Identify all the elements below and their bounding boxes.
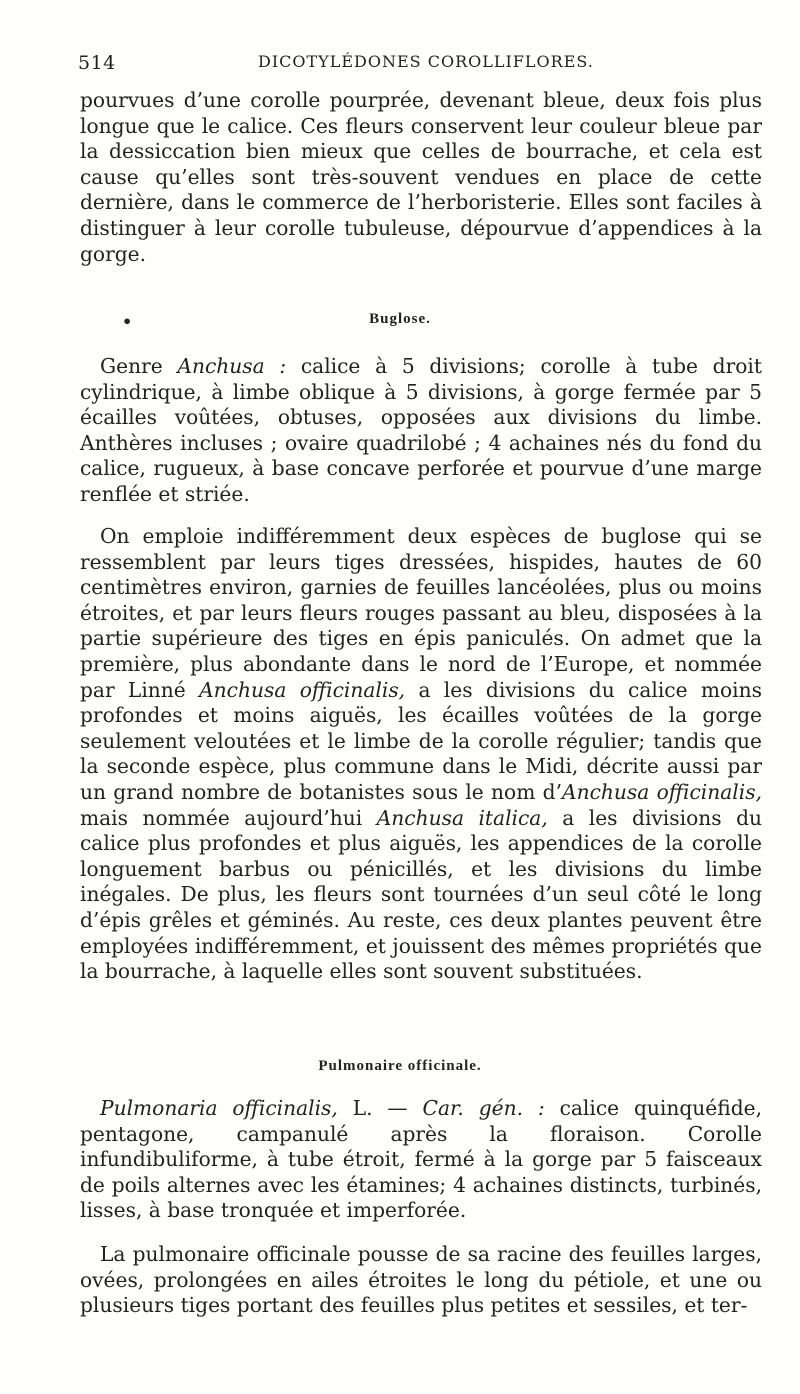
paragraph-pulmonaria-description bbox=[80, 1242, 762, 1319]
running-head: DICOTYLÉDONES COROLLIFLORES. bbox=[258, 52, 594, 71]
text-run: a les divisions du calice plus profondes et plus aiguës, les appendices de la corolle longuement barbus ou pénicillés, et les divisions du limbe inégales. De plus, les fleurs sont tournées d’un seul côté le long d’épis grêles et géminés. Au reste, ces deux plantes peuvent être employées indifféremment, et jouissent des mêmes propriétés que la bourrache, à laquelle elles sont souvent substituées. bbox=[80, 805, 763, 984]
text-run: a les divisions du calice moins profondes et moins aiguës, les écailles voûtées de la gorge seulement veloutées et le limbe de la corolle régulier; tandis que la seconde espèce, plus commune dans le Midi, décrite aussi par un grand nombre de botanistes sous le nom d’ bbox=[80, 677, 762, 804]
paragraph-text: La pulmonaire officinale pousse de sa racine des feuilles larges, ovées, prolongées en ailes étroites le long du pétiole, et une ou plusieurs tiges portant des feuilles plus petites et sessiles, et ter- bbox=[80, 1242, 762, 1318]
paragraph-genre-anchusa bbox=[80, 354, 762, 508]
page-header bbox=[78, 52, 758, 82]
text-run: calice à 5 divisions; corolle à tube droit cylindrique, à limbe oblique à 5 divisions, à gorge fermée par 5 écailles voûtées, obtuses, opposées aux divisions du limbe. Anthères incluses ; ovaire quadrilobé ; 4 achaines nés du fond du calice, rugueux, à base concave perforée et pourvue d’une marge renflée et striée. bbox=[80, 354, 762, 506]
bullet-mark: • bbox=[122, 312, 133, 331]
genus-name: Anchusa : bbox=[177, 354, 287, 378]
paragraph-pulmonaria-characters bbox=[80, 1096, 762, 1224]
text-run: L. — bbox=[337, 1096, 423, 1120]
paragraph-intro bbox=[80, 88, 762, 267]
text-run: On emploie indifféremment deux espèces de buglose qui se ressemblent par leurs tiges dressées, hispides, hautes de 60 centimètres environ, garnies de feuilles lancéolées, plus ou moins étroites, et par leurs fleurs rouges passant au bleu, disposées à la partie supérieure des tiges en épis paniculés. On admet que la première, plus abondante dans le nord de l’Europe, et nommée par Linné bbox=[80, 524, 762, 702]
abbreviation: Car. gén. : bbox=[422, 1096, 545, 1120]
species-name: Anchusa italica, bbox=[376, 805, 548, 830]
page-number: 514 bbox=[78, 52, 116, 74]
text-run: Genre bbox=[100, 354, 178, 378]
species-name: Anchusa officinalis, bbox=[199, 677, 406, 702]
text-run: calice quinquéfide, pentagone, campanulé après la floraison. Corolle infundibuliforme, à tube étroit, fermé à la gorge par 5 faisceaux de poils alternes avec les étamines; 4 achaines distincts, turbinés, lisses, à base tronquée et imperforée. bbox=[80, 1096, 762, 1223]
section-heading-buglose: Buglose. bbox=[369, 311, 431, 327]
species-name: Pulmonaria officinalis, bbox=[100, 1096, 338, 1120]
species-name: Anchusa officinalis, bbox=[562, 779, 762, 804]
paragraph-buglose-species bbox=[80, 524, 762, 985]
text-run: mais nommée aujourd’hui bbox=[80, 805, 377, 830]
section-heading-pulmonaire: Pulmonaire officinale. bbox=[318, 1058, 482, 1074]
paragraph-text: pourvues d’une corolle pourprée, devenant bleue, deux fois plus longue que le calice. Ces fleurs conservent leur couleur bleue par la dessiccation bien mieux que celles de bourrache, et cela est cause qu’elles sont très-souvent vendues en place de cette dernière, dans le commerce de l’herboristerie. Elles sont faciles à distinguer à leur corolle tubuleuse, dépourvue d’appendices à la gorge. bbox=[80, 88, 762, 266]
